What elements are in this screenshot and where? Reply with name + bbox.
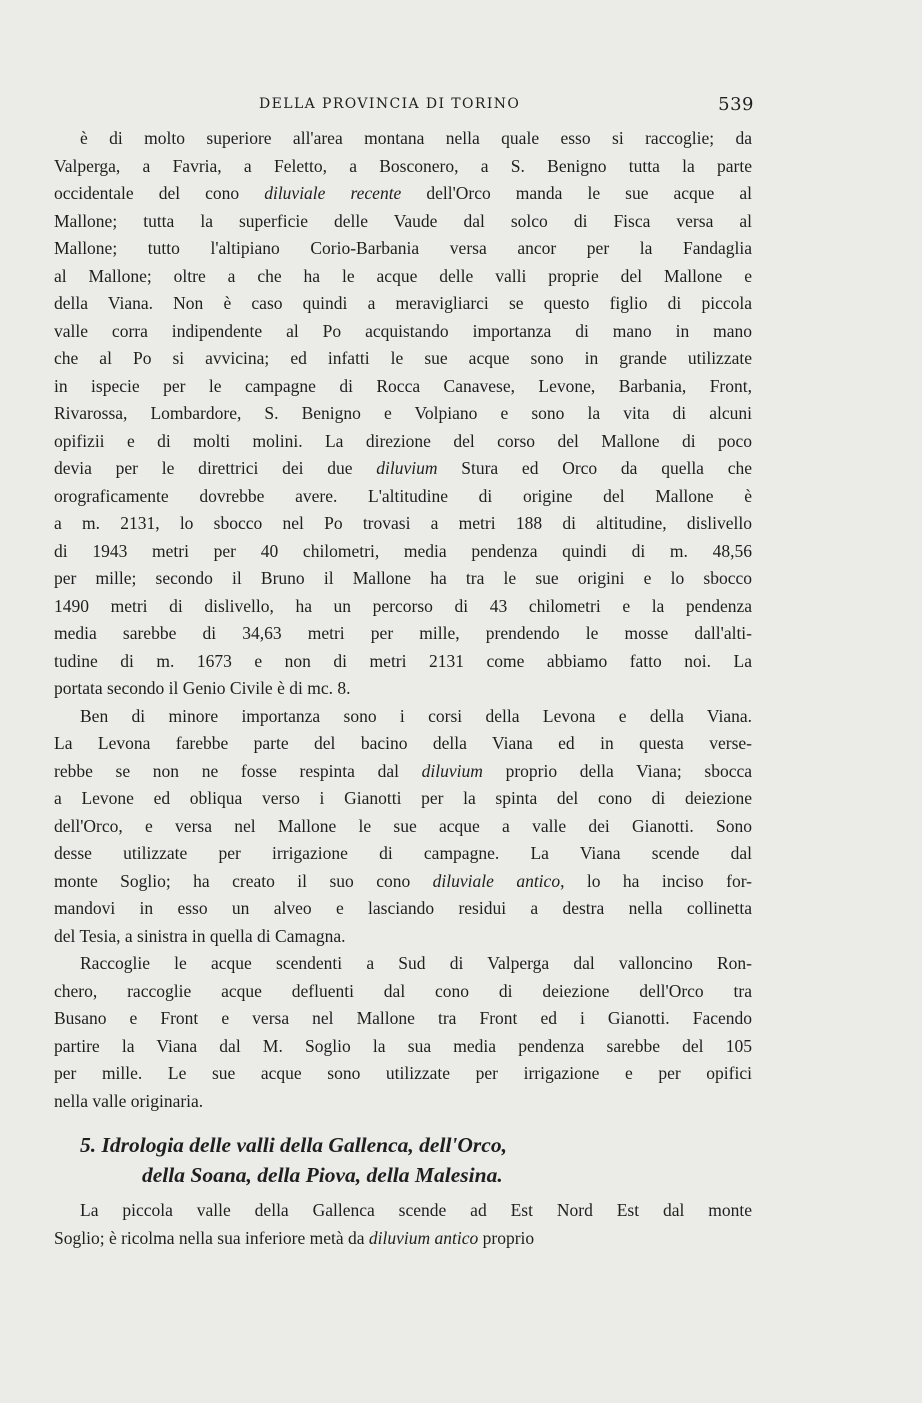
italic-term: diluvium antico: [368, 1227, 479, 1248]
text-line: nella valle originaria.: [54, 1090, 204, 1111]
text-line: di 1943 metri per 40 chilometri, media pendenza quindi di m. 48,56: [54, 540, 752, 561]
text-segment: occidentale del cono: [54, 183, 265, 203]
text-line: per mille. Le sue acque sono utilizzate per irrigazione e per opifici: [54, 1063, 752, 1083]
text-line: al Mallone; oltre a che ha le acque delle valli proprie del Mallone e: [54, 265, 752, 286]
text-line: Valperga, a Favria, a Feletto, a Bosconero, a S. Benigno tutta la parte: [54, 155, 752, 176]
text-segment: rebbe se non ne fosse respinta dal: [54, 760, 422, 781]
paragraph-4: [54, 1197, 752, 1252]
text-line: [54, 868, 752, 896]
text-line: mandovi in esso un alveo e lasciando residui a destra nella collinetta: [54, 898, 752, 918]
text-segment: , lo ha inciso for-: [560, 870, 752, 891]
text-line: della Viana. Non è caso quindi a meravigliarci se questo figlio di piccola: [54, 293, 752, 313]
text-line: tudine di m. 1673 e non di metri 2131 come abbiamo fatto noi. La: [54, 650, 752, 671]
paragraph-2: [54, 703, 752, 951]
running-title: DELLA PROVINCIA DI TORINO: [259, 96, 521, 112]
text-line: valle corra indipendente al Po acquistando importanza di mano in mano: [54, 320, 752, 341]
italic-term: diluviale antico: [432, 870, 561, 891]
section-text: [54, 1197, 752, 1252]
text-line: partire la Viana dal M. Soglio la sua media pendenza sarebbe del 105: [54, 1035, 752, 1056]
paragraph-1: [54, 125, 752, 703]
text-segment: devia per le direttrici dei due: [54, 458, 377, 478]
text-line: a Levone ed obliqua verso i Gianotti per la spinta del cono di deiezione: [54, 788, 752, 808]
italic-term: diluviale recente: [264, 183, 402, 203]
text-line: La Levona farebbe parte del bacino della Viana ed in questa verse-: [54, 733, 752, 753]
text-line: opifizii e di molti molini. La direzione del corso del Mallone di poco: [54, 430, 752, 451]
text-segment: Stura ed Orco da quella che: [437, 458, 752, 478]
page-header: [54, 94, 754, 116]
main-text: [54, 125, 752, 1115]
text-line: per mille; secondo il Bruno il Mallone ha tra le sue origini e lo sbocco: [54, 568, 752, 588]
section-heading-line-1: 5. Idrologia delle valli della Gallenca, dell'Orco,: [80, 1133, 507, 1157]
text-line: Mallone; tutto l'altipiano Corio-Barbania versa ancor per la Fandaglia: [54, 238, 752, 258]
text-line: portata secondo il Genio Civile è di mc. 8.: [54, 678, 351, 698]
text-line: Ben di minore importanza sono i corsi della Levona e della Viana.: [80, 705, 752, 726]
text-line: desse utilizzate per irrigazione di campagne. La Viana scende dal: [54, 843, 752, 863]
page-number: 539: [718, 94, 754, 115]
italic-term: diluvium: [376, 458, 438, 478]
text-line: è di molto superiore all'area montana nella quale esso si raccoglie; da: [80, 128, 752, 148]
text-segment: monte Soglio; ha creato il suo cono: [54, 870, 433, 891]
text-line: [54, 180, 752, 208]
text-segment: proprio: [478, 1227, 535, 1248]
text-line: Mallone; tutta la superficie delle Vaude dal solco di Fisca versa al: [54, 210, 752, 231]
text-line: [54, 758, 752, 786]
text-line: a m. 2131, lo sbocco nel Po trovasi a metri 188 di altitudine, dislivello: [54, 513, 752, 533]
text-line: dell'Orco, e versa nel Mallone le sue acque a valle dei Gianotti. Sono: [54, 815, 752, 836]
text-line: Raccoglie le acque scendenti a Sud di Valperga dal valloncino Ron-: [80, 953, 752, 973]
text-line: che al Po si avvicina; ed infatti le sue acque sono in grande utilizzate: [54, 348, 752, 368]
italic-term: diluvium: [421, 760, 483, 781]
text-line: del Tesia, a sinistra in quella di Camagna.: [54, 925, 346, 946]
text-segment: Soglio; è ricolma nella sua inferiore metà da: [54, 1227, 369, 1248]
text-line: [54, 1225, 752, 1253]
section-heading: [80, 1130, 740, 1190]
text-line: La piccola valle della Gallenca scende ad Est Nord Est dal monte: [80, 1200, 752, 1220]
text-line: Busano e Front e versa nel Mallone tra Front ed i Gianotti. Facendo: [54, 1008, 752, 1028]
text-line: orograficamente dovrebbe avere. L'altitudine di origine del Mallone è: [54, 485, 752, 506]
text-line: Rivarossa, Lombardore, S. Benigno e Volpiano e sono la vita di alcuni: [54, 403, 752, 423]
text-segment: proprio della Viana; sbocca: [482, 760, 752, 781]
text-line: in ispecie per le campagne di Rocca Canavese, Levone, Barbania, Front,: [54, 375, 752, 396]
text-line: media sarebbe di 34,63 metri per mille, prendendo le mosse dall'alti-: [54, 623, 752, 643]
text-segment: dell'Orco manda le sue acque al: [401, 183, 752, 203]
paragraph-3: [54, 950, 752, 1115]
text-line: 1490 metri di dislivello, ha un percorso di 43 chilometri e la pendenza: [54, 595, 752, 616]
section-heading-line-2: della Soana, della Piova, della Malesina.: [142, 1163, 503, 1187]
text-line: chero, raccoglie acque defluenti dal cono di deiezione dell'Orco tra: [54, 980, 752, 1001]
text-line: [54, 455, 752, 483]
